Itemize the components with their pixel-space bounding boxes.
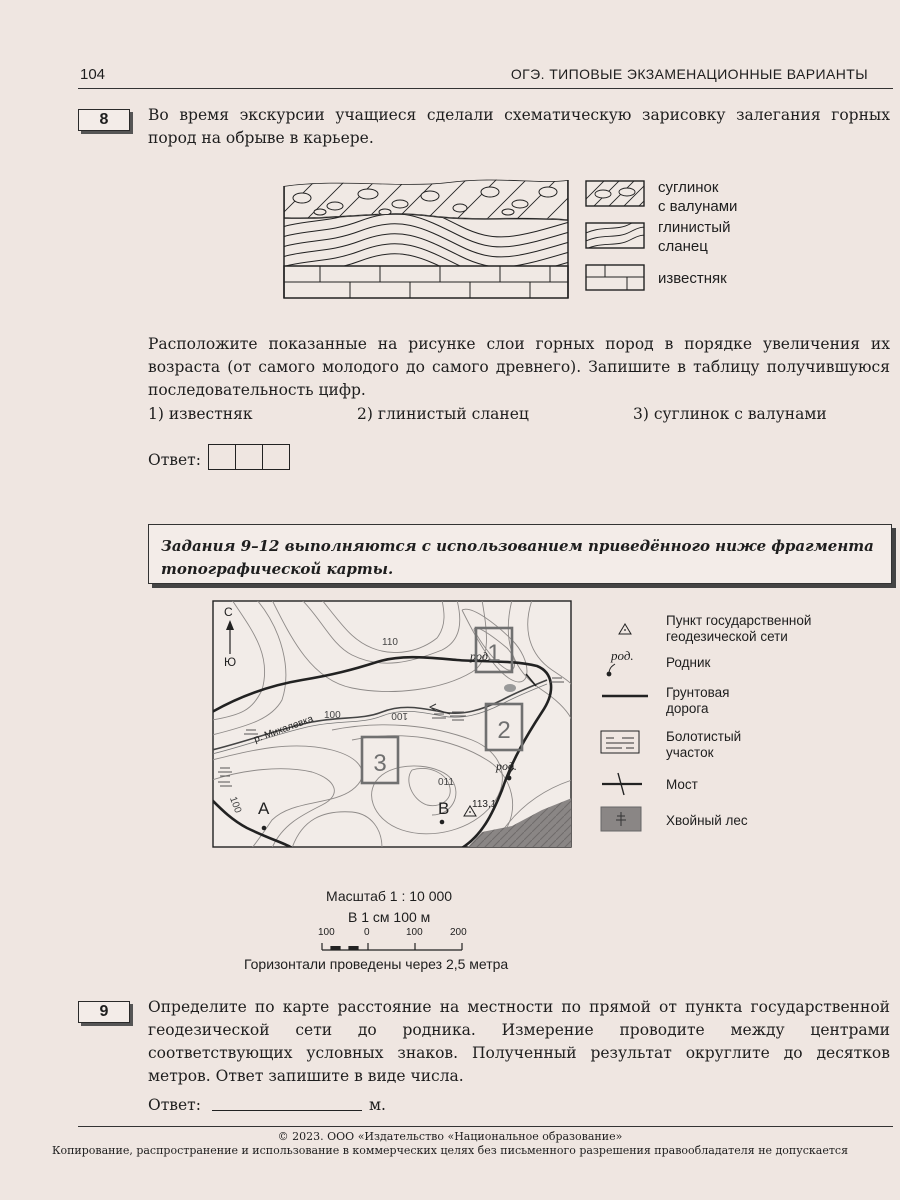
task-9-unit: м. xyxy=(369,1096,386,1114)
rock-layers-diagram xyxy=(280,176,580,301)
road-legend-icon xyxy=(600,690,650,702)
task-8-intro: Во время экскурсии учащиеся сделали схематическую зарисовку залегания горных пород на обрыве в карьере. xyxy=(148,106,890,147)
forest-legend-icon xyxy=(600,806,644,834)
map-spring-label: род. xyxy=(470,649,491,663)
running-title: ОГЭ. ТИПОВЫЕ ЭКЗАМЕНАЦИОННЫЕ ВАРИАНТЫ xyxy=(510,66,868,82)
point-b-label: В xyxy=(438,799,450,818)
answer-cell[interactable] xyxy=(263,445,289,469)
tasks-9-12-note xyxy=(148,524,892,584)
legend-limestone: известняк xyxy=(658,270,727,287)
contour-interval-note: Горизонтали проведены через 2,5 метра xyxy=(244,956,509,972)
legend-swamp-line1: Болотистый xyxy=(666,729,742,744)
legend-geodetic-line1: Пункт государственной xyxy=(666,613,812,628)
scale-cm: В 1 см 100 м xyxy=(348,909,431,925)
task-9-answer-field[interactable] xyxy=(212,1092,362,1111)
topographic-map xyxy=(212,600,572,848)
legend-geodetic-line2: геодезической сети xyxy=(666,629,788,644)
legend-road-line1: Грунтовая xyxy=(666,685,730,700)
footer-copyright: © 2023. ООО «Издательство «Национальное образование» xyxy=(277,1130,623,1143)
scale-bar xyxy=(318,940,468,952)
legend-forest: Хвойный лес xyxy=(666,813,748,828)
limestone-layer xyxy=(284,266,568,298)
answer-cell[interactable] xyxy=(236,445,263,469)
contour-label: 110 xyxy=(382,637,398,648)
area-2-label: 2 xyxy=(497,717,511,744)
task-8-option-3: 3) суглинок с валунами xyxy=(633,405,827,423)
answer-cell[interactable] xyxy=(209,445,236,469)
map-spring-label: род. xyxy=(496,759,517,773)
note-text: Задания 9–12 выполняются с использованием приведённого ниже фрагмента топографической карты. xyxy=(161,537,874,578)
page-number: 104 xyxy=(80,66,106,83)
legend-spring: Родник xyxy=(666,655,711,670)
legend-swamp-line2: участок xyxy=(666,745,714,760)
task-8-question: Расположите показанные на рисунке слои горных пород в порядке увеличения их возраста (от самого молодого до самого древнего). Запишите в таблицу получившуюся последовательность цифр. xyxy=(148,335,890,399)
legend-bridge: Мост xyxy=(666,777,698,792)
task-9-number: 9 xyxy=(78,1001,130,1023)
area-3-label: 3 xyxy=(373,750,387,777)
point-b-marker xyxy=(440,820,445,825)
task-9-question: Определите по карте расстояние на местности по прямой от пункта государственной геодезической сети до родника. Измерение проводите между центрами соответствующих условных знаков. Полученный результат округлите до десятков метров. Ответ запишите в виде числа. xyxy=(148,998,890,1085)
scale-tick: 100 xyxy=(318,927,335,938)
task-8-option-1: 1) известняк xyxy=(148,405,253,423)
pond xyxy=(504,684,516,692)
geodetic-legend-icon xyxy=(605,618,645,638)
point-a-marker xyxy=(262,826,267,831)
contour-label: 100 xyxy=(324,710,341,721)
task-8-answer-label: Ответ: xyxy=(148,451,201,469)
compass-north: С xyxy=(224,605,233,619)
footer-rule xyxy=(78,1126,893,1127)
task-8-number: 8 xyxy=(78,109,130,131)
spring-legend-icon xyxy=(603,660,623,680)
swamp-legend-icon xyxy=(600,730,642,756)
scale-ratio: Масштаб 1 : 10 000 xyxy=(326,888,453,904)
legend-spring-symbol: род. xyxy=(611,648,634,663)
compass-south: Ю xyxy=(224,655,237,669)
geodetic-height: 113,1 xyxy=(472,799,497,810)
river-label: р. Михалевка xyxy=(252,713,315,746)
scale-tick: 0 xyxy=(364,927,370,938)
legend-shale-line1: глинистый xyxy=(658,219,731,236)
legend-road-line2: дорога xyxy=(666,701,709,716)
area-1-label: 1 xyxy=(487,640,501,667)
contour-label: 100 xyxy=(227,795,244,815)
legend-loam-line2: с валунами xyxy=(658,198,738,215)
task-9-answer-label: Ответ: xyxy=(148,1096,201,1114)
task-8-answer-cells[interactable] xyxy=(208,444,290,470)
point-a-label: А xyxy=(258,799,270,818)
contour-label: 011 xyxy=(438,777,454,788)
task-8-option-2: 2) глинистый сланец xyxy=(357,405,529,423)
footer-notice: Копирование, распространение и использование в коммерческих целях без письменного разрешения правообладателя не допускается xyxy=(51,1144,849,1157)
loam-legend-swatch xyxy=(585,180,647,208)
legend-shale-line2: сланец xyxy=(658,238,708,255)
scale-tick: 200 xyxy=(450,927,467,938)
limestone-legend-swatch xyxy=(585,264,647,292)
scale-tick: 100 xyxy=(406,927,423,938)
shale-legend-swatch xyxy=(585,222,647,250)
bridge-legend-icon xyxy=(600,770,644,798)
scale-ticks xyxy=(318,927,478,941)
header-rule xyxy=(78,88,893,89)
contour-label: 100 xyxy=(391,710,408,721)
legend-loam-line1: суглинок xyxy=(658,179,719,196)
